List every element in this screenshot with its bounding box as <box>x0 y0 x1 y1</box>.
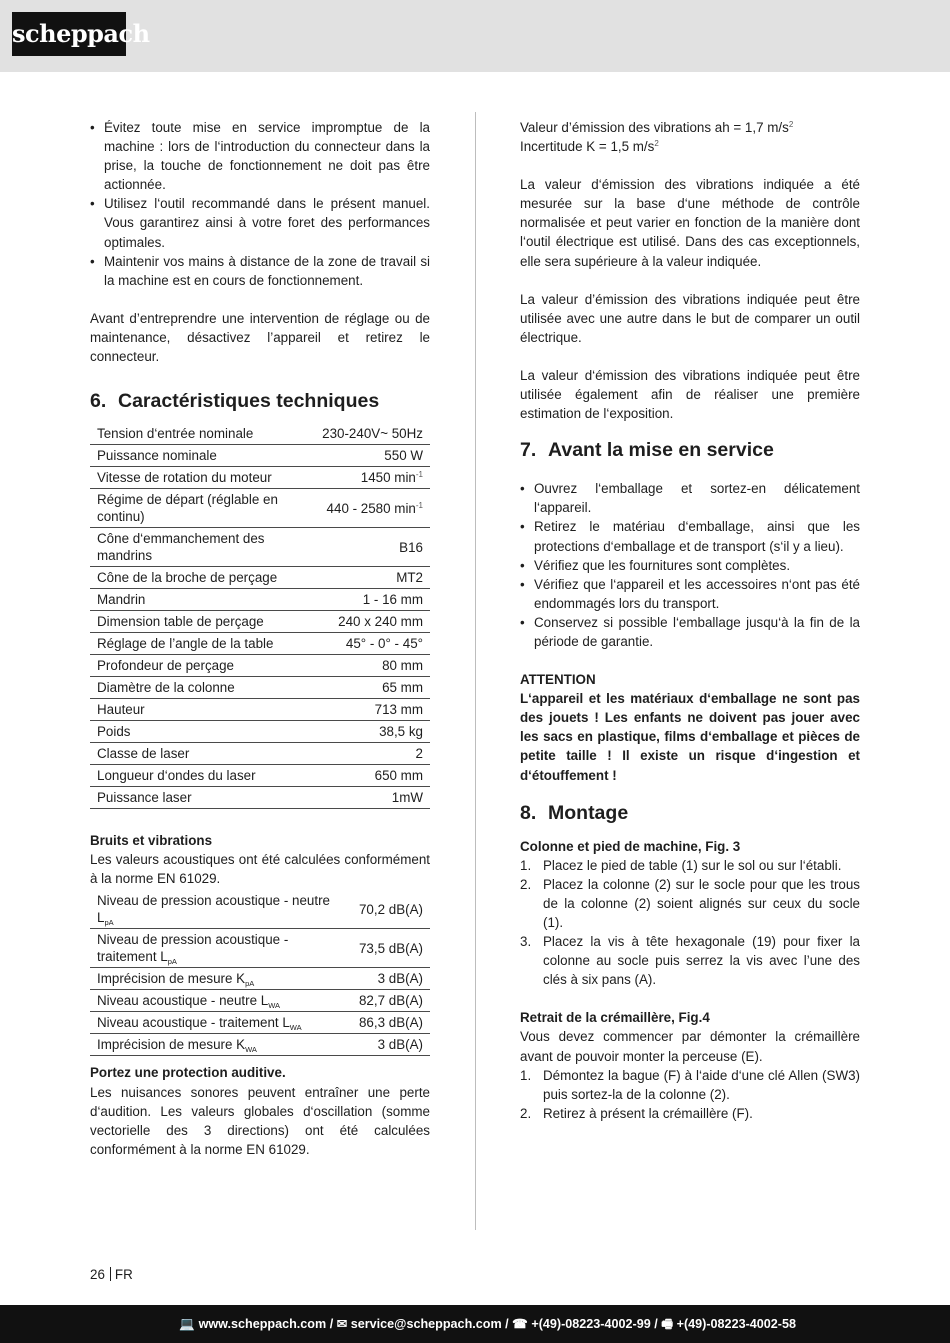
table-row <box>90 1012 430 1034</box>
table-row <box>90 611 430 633</box>
row-value: MT2 <box>315 567 430 589</box>
header-bar <box>0 0 950 72</box>
row-value: 3 dB(A) <box>352 1034 430 1056</box>
table-row <box>90 633 430 655</box>
list-item: • Vérifiez que les fournitures sont complètes. <box>520 556 860 575</box>
specifications-table <box>90 423 430 809</box>
row-value: 45° - 0° - 45° <box>315 633 430 655</box>
row-value: 1450 $\min^{-1}$ <box>315 467 430 489</box>
table-row <box>90 929 430 968</box>
mail-icon: ✉ <box>336 1317 348 1331</box>
row-label: Réglage de l’angle de la table <box>90 633 315 655</box>
list-item: 3. Placez la vis à tête hexagonale (19) pour fixer la colonne au socle puis serrez la vis avec l’une des clés à six pans (A). <box>520 934 860 988</box>
table-row <box>90 968 430 990</box>
website-link[interactable]: www.scheppach.com / <box>198 1317 334 1331</box>
list-item: • Évitez toute mise en service impromptue de la machine : lors de l‘introduction du connecteur dans la prise, la touche de fonctionnement ne doit pas être actionnée. <box>90 118 430 194</box>
row-value: B16 <box>315 528 430 567</box>
row-label: Niveau acoustique - neutre $L_{WA}$ <box>90 990 352 1012</box>
table-row <box>90 677 430 699</box>
section-8-heading <box>520 801 860 825</box>
row-label: Profondeur de perçage <box>90 655 315 677</box>
table-row <box>90 890 430 929</box>
row-label: Dimension table de perçage <box>90 611 315 633</box>
table-row <box>90 743 430 765</box>
table-row <box>90 721 430 743</box>
phone-icon: ☎ <box>512 1317 528 1331</box>
section-7-heading <box>520 438 860 462</box>
column-base-steps <box>520 856 860 990</box>
list-item: • Maintenir vos mains à distance de la zone de travail si la machine est en cours de fonctionnement. <box>90 252 430 290</box>
list-item: 2. Retirez à présent la crémaillère (F). <box>520 1105 753 1121</box>
vibration-value-line: Valeur d’émission des vibrations ah = 1,7 $m/s^2$ <box>520 120 794 135</box>
rack-removal-steps <box>520 1066 860 1123</box>
hearing-heading: Portez une protection auditive. <box>90 1065 286 1081</box>
table-row <box>90 445 430 467</box>
row-label: Hauteur <box>90 699 315 721</box>
list-item: • Retirez le matériau d‘emballage, ainsi que les protections d‘emballage et de transport (s‘il y a lieu). <box>520 517 860 555</box>
hearing-paragraph: Les nuisances sonores peuvent entraîner une perte d‘audition. Les valeurs globales d‘oscillation (somme vectorielle des 3 directions) ont été calculées conformément à la norme EN 61029. <box>90 1084 430 1157</box>
row-value: 240 x 240 mm <box>315 611 430 633</box>
noise-heading: Bruits et vibrations <box>90 833 213 849</box>
attention-text: L‘appareil et les matériaux d‘emballage ne sont pas des jouets ! Les enfants ne doivent pas jouer avec les sacs en plastique, films d‘emballage et pièces de petite taille ! Il existe un risque d‘ingestion et d‘étouffement ! <box>520 691 860 783</box>
row-label: Vitesse de rotation du moteur <box>90 467 315 489</box>
list-item: • Ouvrez l‘emballage et sortez-en délicatement l‘appareil. <box>520 479 860 517</box>
unpacking-bullet-list <box>520 479 860 651</box>
row-value: 440 - 2580 $\min^{-1}$ <box>315 489 430 528</box>
row-label: Poids <box>90 721 315 743</box>
row-label: Classe de laser <box>90 743 315 765</box>
section-title: Avant la mise en service <box>548 439 774 462</box>
row-label: Imprécision de mesure $K_{WA}$ <box>90 1034 352 1056</box>
fax-number: +(49)-08223-4002-58 <box>676 1317 796 1331</box>
right-column <box>520 118 860 1123</box>
row-label: Cône d‘emmanchement des mandrins <box>90 528 315 567</box>
table-row <box>90 528 430 567</box>
row-value: 1 - 16 mm <box>315 589 430 611</box>
email-link[interactable]: service@scheppach.com / <box>350 1317 509 1331</box>
noise-table <box>90 890 430 1056</box>
table-row <box>90 699 430 721</box>
row-value: 3 dB(A) <box>352 968 430 990</box>
row-label: Mandrin <box>90 589 315 611</box>
table-row <box>90 655 430 677</box>
row-value: 550 W <box>315 445 430 467</box>
table-row <box>90 467 430 489</box>
scheppach-logo: scheppach <box>12 12 126 56</box>
row-label: Tension d‘entrée nominale <box>90 423 315 445</box>
list-item: 1. Démontez la bague (F) à l‘aide d‘une clé Allen (SW3) puis sortez-la de la colonne (2). <box>520 1067 860 1102</box>
section-6-heading <box>90 389 430 413</box>
vibration-paragraph-1: La valeur d‘émission des vibrations indiquée a été mesurée sur la base d‘une méthode de contrôle normalisée et peut varier en fonction de la manière dont l‘outil électrique est utilisé. Dans des cas exceptionnels, elle sera supérieure à la valeur indiquée. <box>520 177 860 269</box>
row-value: 650 mm <box>315 765 430 787</box>
maintenance-paragraph: Avant d’entreprendre une intervention de réglage ou de maintenance, désactivez l’appareil et retirez le connecteur. <box>90 310 430 365</box>
row-value: 713 mm <box>315 699 430 721</box>
row-label: Imprécision de mesure $K_{pA}$ <box>90 968 352 990</box>
row-label: Puissance nominale <box>90 445 315 467</box>
contact-footer-bar <box>0 1305 950 1343</box>
table-row <box>90 1034 430 1056</box>
list-item: 2. Placez la colonne (2) sur le socle pour que les trous de la colonne (2) soient alignés sur ceux du socle (1). <box>520 876 860 930</box>
rack-removal-intro: Vous devez commencer par démonter la crémaillère avant de pouvoir monter la perceuse (E). <box>520 1029 860 1064</box>
table-row <box>90 787 430 809</box>
row-value: 38,5 kg <box>315 721 430 743</box>
row-label: Niveau de pression acoustique - traitement $L_{pA}$ <box>90 929 352 968</box>
row-value: 1mW <box>315 787 430 809</box>
row-value: 230-240V~ 50Hz <box>315 423 430 445</box>
list-item: • Utilisez l‘outil recommandé dans le présent manuel. Vous garantirez ainsi à votre foret des performances optimales. <box>90 194 430 251</box>
left-column <box>90 118 430 1159</box>
rack-removal-subheading: Retrait de la crémaillère, Fig.4 <box>520 1010 710 1026</box>
section-title: Montage <box>548 801 629 824</box>
table-row <box>90 567 430 589</box>
row-label: Niveau de pression acoustique - neutre $L_{pA}$ <box>90 890 352 929</box>
page-number: 26 FR <box>90 1267 133 1282</box>
section-title: Caractéristiques techniques <box>118 390 380 413</box>
row-value: 65 mm <box>315 677 430 699</box>
row-value: 82,7 dB(A) <box>352 990 430 1012</box>
table-row <box>90 489 430 528</box>
row-value: 73,5 dB(A) <box>352 929 430 968</box>
column-divider <box>475 112 476 1230</box>
row-label: Diamètre de la colonne <box>90 677 315 699</box>
row-label: Régime de départ (réglable en continu) <box>90 489 315 528</box>
safety-bullet-list <box>90 118 430 290</box>
table-row <box>90 765 430 787</box>
fax-icon: 🖷 <box>661 1317 674 1331</box>
row-value: 80 mm <box>315 655 430 677</box>
table-row <box>90 990 430 1012</box>
row-value: 70,2 dB(A) <box>352 890 430 929</box>
row-label: Niveau acoustique - traitement $L_{WA}$ <box>90 1012 352 1034</box>
noise-intro: Les valeurs acoustiques ont été calculées conformément à la norme EN 61029. <box>90 852 430 887</box>
row-value: 2 <box>315 743 430 765</box>
phone-number: +(49)-08223-4002-99 / <box>531 1317 658 1331</box>
list-item: • Vérifiez que l‘appareil et les accessoires n‘ont pas été endommagés lors du transport. <box>520 575 860 613</box>
section-number: 7. <box>520 439 537 462</box>
computer-icon: 💻 <box>179 1317 196 1331</box>
row-label: Longueur d‘ondes du laser <box>90 765 315 787</box>
row-value: 86,3 dB(A) <box>352 1012 430 1034</box>
table-row <box>90 423 430 445</box>
section-number: 6. <box>90 390 107 413</box>
vibration-paragraph-2: La valeur d’émission des vibrations indiquée peut être utilisée avec une autre dans le but de comparer un outil électrique. <box>520 291 860 345</box>
table-row <box>90 589 430 611</box>
attention-title: ATTENTION <box>520 672 596 688</box>
uncertainty-line: Incertitude K = 1,5 $m/s^2$ <box>520 139 659 155</box>
section-number: 8. <box>520 801 537 824</box>
vibration-paragraph-3: La valeur d‘émission des vibrations indiquée peut être utilisée également afin de réaliser une première estimation de l‘exposition. <box>520 367 860 422</box>
column-base-subheading: Colonne et pied de machine, Fig. 3 <box>520 838 741 854</box>
row-label: Cône de la broche de perçage <box>90 567 315 589</box>
row-label: Puissance laser <box>90 787 315 809</box>
list-item: • Conservez si possible l‘emballage jusqu‘à la fin de la période de garantie. <box>520 613 860 651</box>
list-item: 1. Placez le pied de table (1) sur le sol ou sur l‘établi. <box>520 857 842 873</box>
